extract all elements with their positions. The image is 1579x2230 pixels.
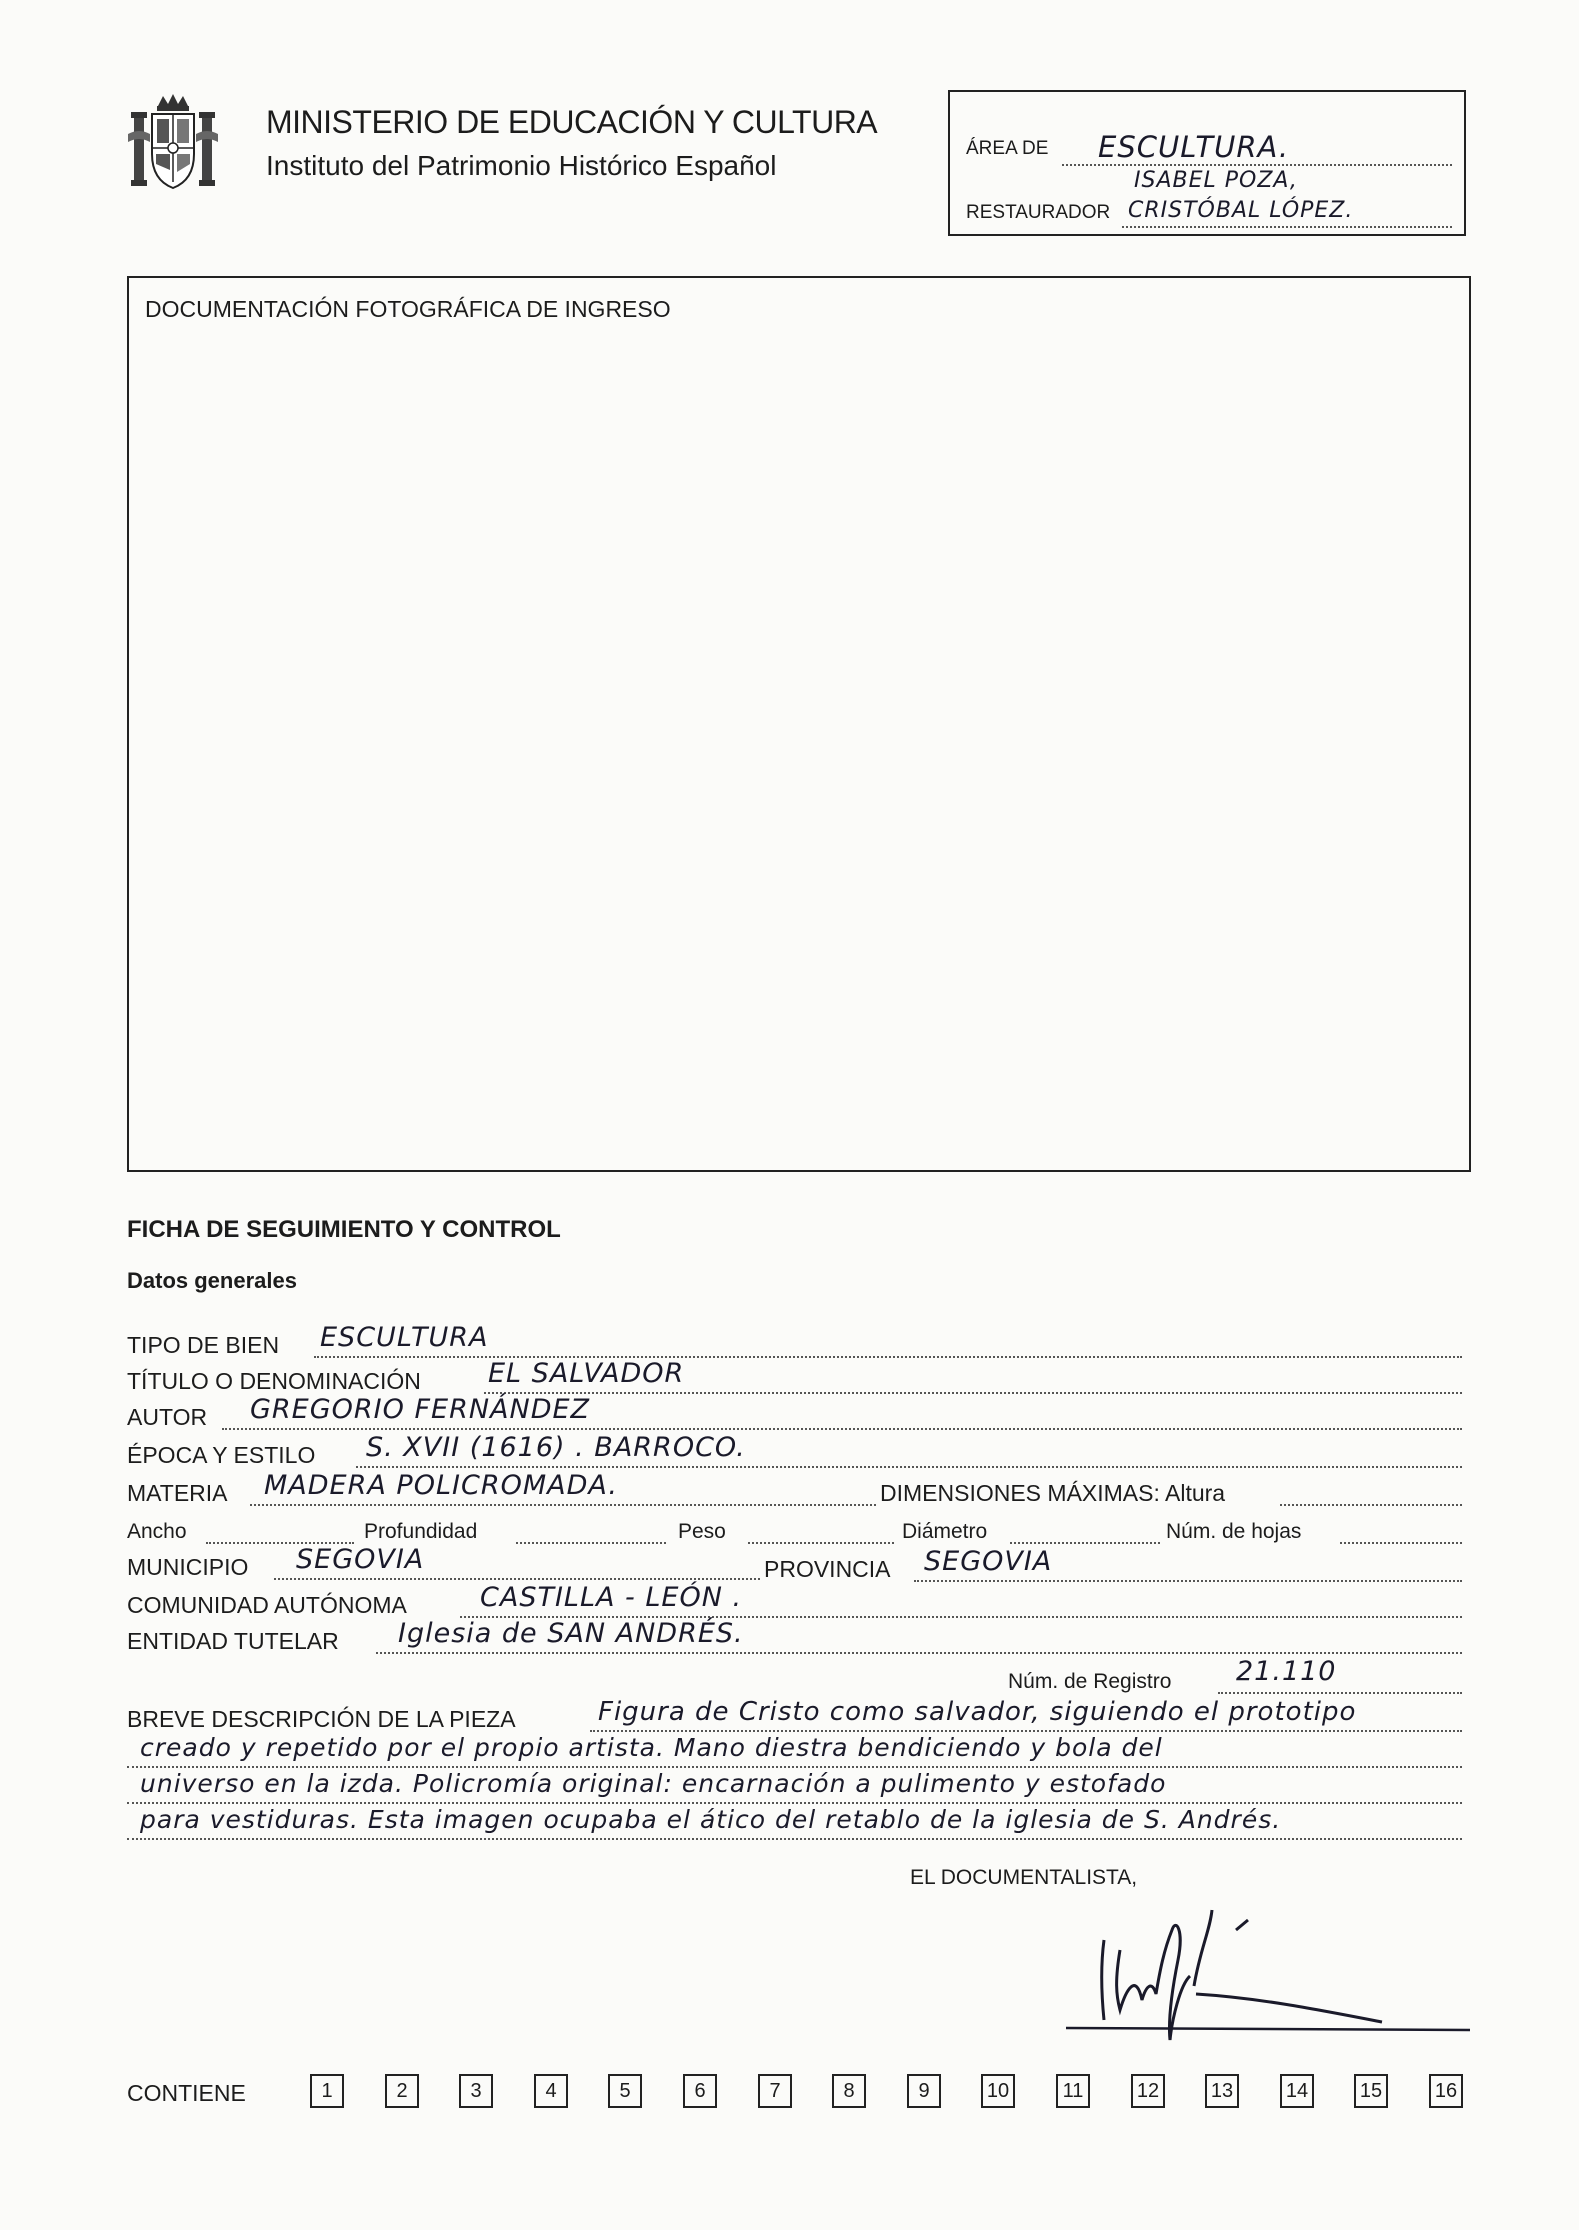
restorer-dotted-line	[1122, 226, 1452, 228]
signature	[1060, 1890, 1480, 2060]
photo-documentation-box	[127, 276, 1471, 1172]
desc-dotted-line-4	[127, 1838, 1462, 1840]
entidad-dotted-line	[376, 1652, 1462, 1654]
materia-dotted-line	[250, 1504, 876, 1506]
contains-box-7[interactable]: 7	[758, 2074, 792, 2108]
municipio-label: MUNICIPIO	[127, 1554, 249, 1580]
dimensiones-label: DIMENSIONES MÁXIMAS: Altura	[880, 1480, 1226, 1506]
area-value[interactable]: ESCULTURA.	[1098, 130, 1290, 164]
altura-dotted-line	[1280, 1504, 1462, 1506]
contains-box-14[interactable]: 14	[1280, 2074, 1314, 2108]
provincia-label: PROVINCIA	[764, 1556, 891, 1582]
institute-name: Instituto del Patrimonio Histórico Español	[266, 150, 777, 181]
tipo-dotted-line	[314, 1356, 1462, 1358]
registro-value[interactable]: 21.110	[1236, 1656, 1337, 1687]
contains-label: CONTIENE	[127, 2080, 246, 2106]
provincia-dotted-line	[914, 1580, 1462, 1582]
materia-label: MATERIA	[127, 1480, 228, 1506]
desc-dotted-line-1	[590, 1730, 1462, 1732]
municipio-dotted-line	[274, 1578, 760, 1580]
contains-box-6[interactable]: 6	[683, 2074, 717, 2108]
registro-label: Núm. de Registro	[1008, 1670, 1172, 1693]
photo-section-label: DOCUMENTACIÓN FOTOGRÁFICA DE INGRESO	[145, 296, 671, 322]
entidad-label: ENTIDAD TUTELAR	[127, 1628, 339, 1654]
contains-box-8[interactable]: 8	[832, 2074, 866, 2108]
ministry-title: MINISTERIO DE EDUCACIÓN Y CULTURA	[266, 104, 878, 140]
contains-box-3[interactable]: 3	[459, 2074, 493, 2108]
contains-box-1[interactable]: 1	[310, 2074, 344, 2108]
contains-box-15[interactable]: 15	[1354, 2074, 1388, 2108]
descripcion-label: BREVE DESCRIPCIÓN DE LA PIEZA	[127, 1706, 516, 1732]
desc-line-4[interactable]: para vestiduras. Esta imagen ocupaba el ático del retablo de la iglesia de S. Andrés.	[140, 1805, 1282, 1834]
desc-dotted-line-3	[127, 1802, 1462, 1804]
documentalista-label: EL DOCUMENTALISTA,	[910, 1866, 1138, 1889]
diametro-dotted-line	[1010, 1542, 1160, 1544]
restorer-label: RESTAURADOR	[966, 202, 1111, 223]
contains-box-9[interactable]: 9	[907, 2074, 941, 2108]
restorer-value[interactable]: CRISTÓBAL LÓPEZ.	[1128, 198, 1354, 223]
titulo-value[interactable]: EL SALVADOR	[488, 1358, 685, 1389]
general-data-title: Datos generales	[127, 1268, 297, 1293]
titulo-label: TÍTULO O DENOMINACIÓN	[127, 1368, 421, 1394]
profundidad-label: Profundidad	[364, 1520, 478, 1543]
provincia-value[interactable]: SEGOVIA	[924, 1546, 1053, 1577]
autor-value[interactable]: GREGORIO FERNÁNDEZ	[250, 1394, 591, 1425]
desc-line-1[interactable]: Figura de Cristo como salvador, siguiendo el prototipo	[598, 1697, 1357, 1727]
ancho-label: Ancho	[127, 1520, 187, 1543]
autor-dotted-line	[222, 1428, 1462, 1430]
desc-dotted-line-2	[127, 1766, 1462, 1768]
hojas-dotted-line	[1340, 1542, 1462, 1544]
form-title: FICHA DE SEGUIMIENTO Y CONTROL	[127, 1216, 561, 1243]
contains-box-12[interactable]: 12	[1131, 2074, 1165, 2108]
municipio-value[interactable]: SEGOVIA	[296, 1544, 425, 1575]
contains-box-4[interactable]: 4	[534, 2074, 568, 2108]
desc-line-2[interactable]: creado y repetido por el propio artista. Mano diestra bendiciendo y bola del	[140, 1733, 1163, 1762]
epoca-dotted-line	[356, 1466, 1462, 1468]
comunidad-label: COMUNIDAD AUTÓNOMA	[127, 1592, 407, 1618]
entidad-value[interactable]: Iglesia de SAN ANDRÉS.	[398, 1618, 744, 1649]
epoca-value[interactable]: S. XVII (1616) . BARROCO.	[366, 1432, 746, 1463]
area-box	[948, 90, 1466, 236]
epoca-label: ÉPOCA Y ESTILO	[127, 1442, 316, 1468]
contains-box-13[interactable]: 13	[1205, 2074, 1239, 2108]
registro-dotted-line	[1218, 1692, 1462, 1694]
peso-label: Peso	[678, 1520, 726, 1543]
contains-box-10[interactable]: 10	[981, 2074, 1015, 2108]
titulo-dotted-line	[484, 1392, 1462, 1394]
diametro-label: Diámetro	[902, 1520, 988, 1543]
area-label: ÁREA DE	[966, 138, 1049, 159]
hojas-label: Núm. de hojas	[1166, 1520, 1302, 1543]
materia-value[interactable]: MADERA POLICROMADA.	[264, 1470, 618, 1501]
coat-of-arms-logo	[128, 92, 218, 192]
contains-box-2[interactable]: 2	[385, 2074, 419, 2108]
peso-dotted-line	[748, 1542, 894, 1544]
contains-box-11[interactable]: 11	[1056, 2074, 1090, 2108]
tipo-value[interactable]: ESCULTURA	[320, 1322, 489, 1353]
area-extra-name[interactable]: ISABEL POZA,	[1134, 168, 1298, 193]
comunidad-value[interactable]: CASTILLA - LEÓN .	[480, 1582, 743, 1613]
contains-box-16[interactable]: 16	[1429, 2074, 1463, 2108]
profundidad-dotted-line	[516, 1542, 666, 1544]
autor-label: AUTOR	[127, 1404, 208, 1430]
contains-box-5[interactable]: 5	[608, 2074, 642, 2108]
desc-line-3[interactable]: universo en la izda. Policromía original: encarnación a pulimento y estofado	[140, 1769, 1167, 1798]
tipo-label: TIPO DE BIEN	[127, 1332, 280, 1358]
area-dotted-line	[1062, 164, 1452, 166]
